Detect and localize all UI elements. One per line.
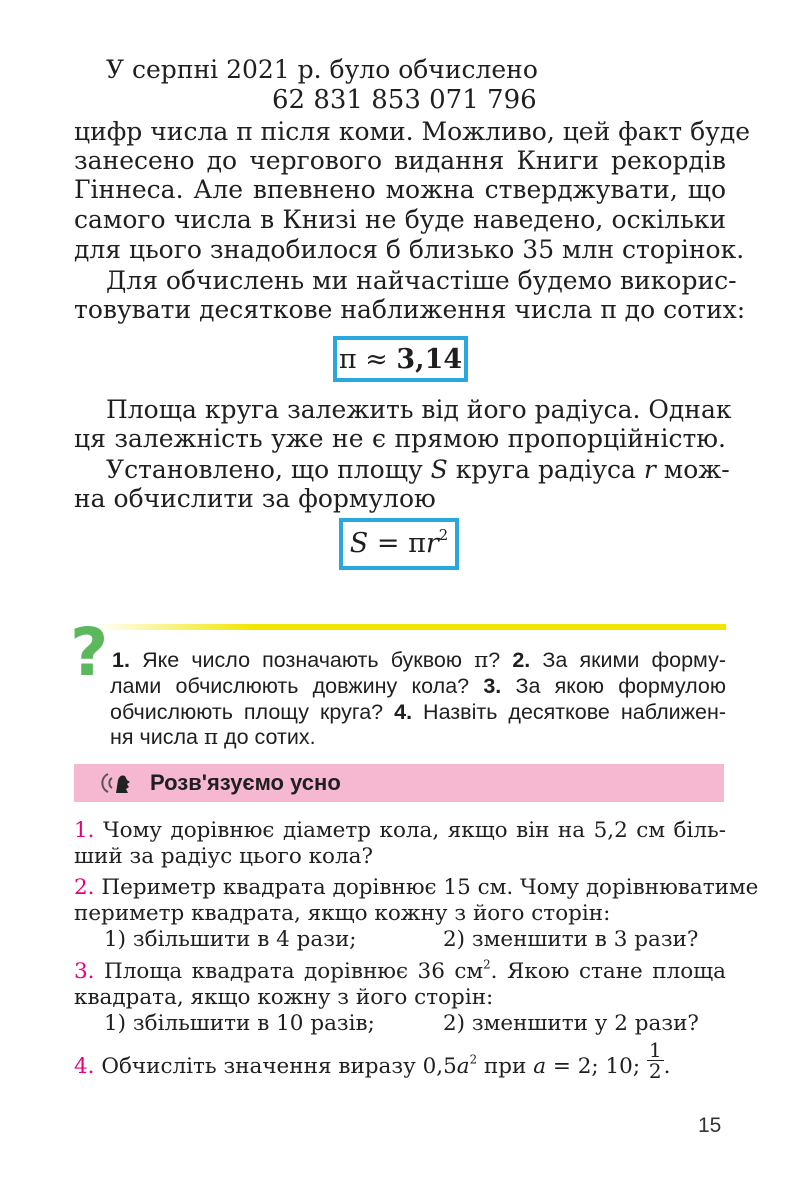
formula-area-r: r xyxy=(425,528,439,559)
formula-pi-box xyxy=(333,336,468,382)
exercise-2-option: 2) зменшити в 3 рази? xyxy=(443,927,699,952)
formula-area-s: S xyxy=(349,528,369,559)
question-line: ня числа π до сотих. xyxy=(110,725,316,750)
text-line: ця залежність уже не є прямою пропорційністю. xyxy=(74,424,726,453)
var-r: r xyxy=(643,455,656,484)
exercise-3-option: 1) збільшити в 10 разів; xyxy=(104,1011,375,1036)
section-title: Розв'язуємо усно xyxy=(150,770,341,795)
formula-area-exp: 2 xyxy=(438,526,449,545)
exercise-2-option: 1) збільшити в 4 рази; xyxy=(104,927,357,952)
text-line: Для обчислень ми найчастіше будемо викорис- xyxy=(106,266,737,295)
exercise-2-line: 2. Периметр квадрата дорівнює 15 см. Чому дорівнюватиме xyxy=(74,875,759,900)
question-line: обчислюють площу круга? 4. Назвіть десяткове наближен- xyxy=(110,700,726,724)
text-line: занесено до чергового видання Книги рекордів xyxy=(74,146,726,175)
text-line: товувати десяткове наближення числа π до сотих: xyxy=(74,295,746,324)
text-line: Установлено, що площу S круга радіуса r мож- xyxy=(106,455,730,484)
exercise-4-line: 4. Обчисліть значення виразу $0,5a^2$ при a = 2; 10; $\frac{1}{2}$ . xyxy=(74,1037,671,1083)
exercise-3-option: 2) зменшити у 2 рази? xyxy=(443,1011,699,1036)
exercise-3-line: квадрата, якщо кожну з його сторін: xyxy=(74,985,494,1010)
big-number: 62 831 853 071 796 xyxy=(272,85,537,115)
text-line: самого числа в Книзі не буде наведено, оскільки xyxy=(74,205,726,234)
formula-pi-value: 3,14 xyxy=(396,344,463,375)
question-line: лами обчислюють довжину кола? 3. За якою формулою xyxy=(110,674,726,698)
exercise-2-line: периметр квадрата, якщо кожну з його сторін: xyxy=(74,901,611,926)
question-mark-icon: ? xyxy=(70,614,109,691)
text-line: Площа круга залежить від його радіуса. Однак xyxy=(106,395,732,424)
text-line: для цього знадобилося б близько 35 млн сторінок. xyxy=(74,235,745,264)
formula-pi-lhs: π ≈ xyxy=(338,344,397,375)
text-line: цифр числа π після коми. Можливо, цей факт буде xyxy=(74,117,751,146)
fraction-denominator: 2 xyxy=(648,1058,662,1083)
section-header xyxy=(74,764,724,802)
var-s: S xyxy=(430,455,448,484)
formula-area-box xyxy=(339,518,459,570)
page-number: 15 xyxy=(698,1114,722,1137)
question-line: 1. Яке число позначають буквою π? 2. За якими форму- xyxy=(112,648,726,673)
exercise-1-line: ший за радіус цього кола? xyxy=(74,844,373,869)
fraction xyxy=(647,1037,664,1083)
formula-area-eq: = π xyxy=(368,528,426,559)
text-line: У серпні 2021 р. було обчислено xyxy=(106,55,538,84)
exercise-1-line: 1. Чому дорівнює діаметр кола, якщо він на 5,2 см біль- xyxy=(74,818,726,843)
text-line: на обчислити за формулою xyxy=(74,484,436,513)
exercise-3-line: 3. Площа квадрата дорівнює 36 $см^2$. Якою стане площа xyxy=(74,957,726,984)
text-line: Гіннеса. Але впевнено можна стверджувати, що xyxy=(74,175,726,204)
fraction-numerator: 1 xyxy=(648,1037,662,1062)
speaking-head-icon xyxy=(98,770,132,796)
yellow-rule xyxy=(95,624,726,630)
